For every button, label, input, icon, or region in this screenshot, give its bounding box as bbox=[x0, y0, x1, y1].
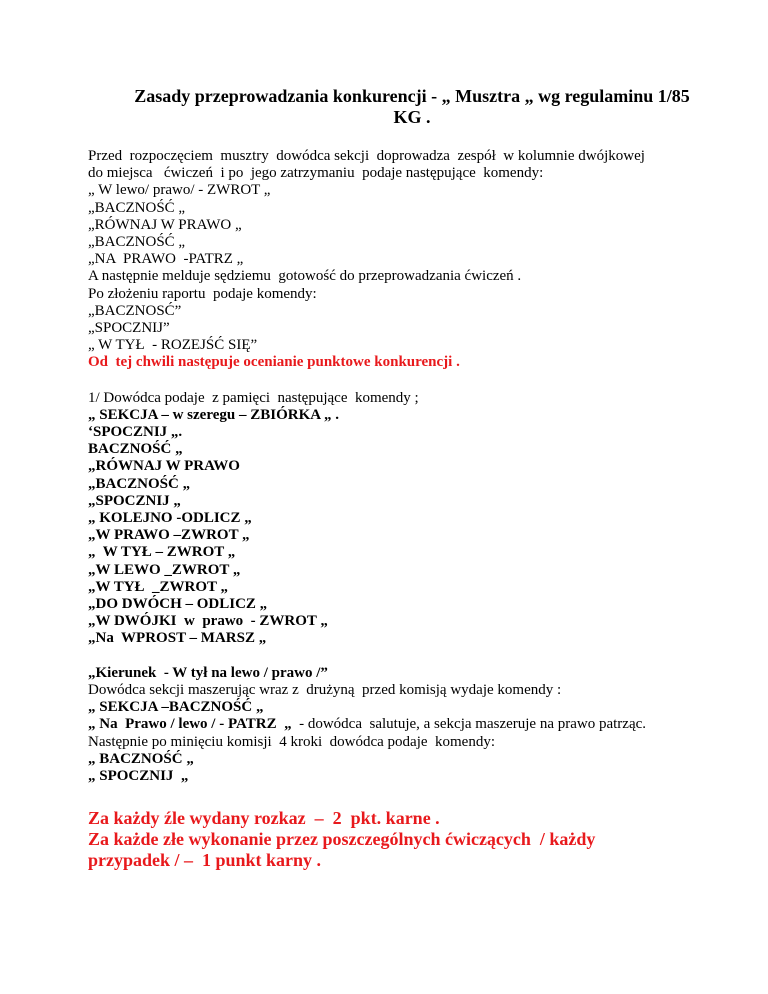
intro-line: do miejsca ćwiczeń i po jego zatrzymaniu podaje następujące komendy: bbox=[88, 165, 544, 182]
penalty-line: Za każdy źle wydany rozkaz – 2 pkt. karne . bbox=[88, 808, 440, 829]
command-line: „W DWÓJKI w prawo - ZWROT „ bbox=[88, 613, 328, 630]
command-line: „ KOLEJNO -ODLICZ „ bbox=[88, 510, 252, 527]
penalty-line: przypadek / – 1 punkt karny . bbox=[88, 850, 322, 871]
title-line-2: KG . bbox=[393, 107, 431, 127]
penalty-line: Za każde złe wykonanie przez poszczególnych ćwiczących / każdy bbox=[88, 829, 596, 850]
intro-line: Po złożeniu raportu podaje komendy: bbox=[88, 285, 317, 302]
section-1 bbox=[88, 390, 728, 648]
scoring-start-notice: Od tej chwili następuje ocenianie punktowe konkurencji . bbox=[88, 354, 460, 371]
command-line: ‘SPOCZNIJ „. bbox=[88, 424, 183, 441]
intro-line: „BACZNOŚĆ „ bbox=[88, 199, 186, 216]
command-bold-part: „ Na Prawo / lewo / - PATRZ „ bbox=[88, 716, 292, 733]
command-line: „Na WPROST – MARSZ „ bbox=[88, 630, 267, 647]
section-2-heading: „Kierunek - W tył na lewo / prawo /” bbox=[88, 664, 328, 681]
intro-paragraph bbox=[88, 148, 728, 372]
document-title bbox=[88, 86, 728, 128]
intro-line: „RÓWNAJ W PRAWO „ bbox=[88, 216, 242, 233]
command-description: - dowódca salutuje, a sekcja maszeruje na prawo patrząc. bbox=[291, 716, 647, 733]
command-line-mixed bbox=[88, 716, 728, 733]
section-1-intro: 1/ Dowódca podaje z pamięci następujące komendy ; bbox=[88, 389, 419, 406]
command-line: „RÓWNAJ W PRAWO bbox=[88, 458, 240, 475]
intro-line: „ W TYŁ - ROZEJŚĆ SIĘ” bbox=[88, 337, 258, 354]
command-line: „BACZNOŚĆ „ bbox=[88, 475, 191, 492]
command-line: „W LEWO _ZWROT „ bbox=[88, 561, 241, 578]
command-line: „W TYŁ _ZWROT „ bbox=[88, 578, 229, 595]
intro-line: „ W lewo/ prawo/ - ZWROT „ bbox=[88, 182, 271, 199]
intro-line: „BACZNOSĆ” bbox=[88, 302, 182, 319]
command-line: „ BACZNOŚĆ „ bbox=[88, 750, 194, 767]
intro-line: „SPOCZNIJ” bbox=[88, 320, 170, 337]
section-2-text: Następnie po minięciu komisji 4 kroki dowódca podaje komendy: bbox=[88, 733, 496, 750]
command-line: „SPOCZNIJ „ bbox=[88, 492, 181, 509]
document-page bbox=[88, 0, 728, 871]
command-line: BACZNOŚĆ „ bbox=[88, 441, 183, 458]
intro-line: „BACZNOŚĆ „ bbox=[88, 234, 186, 251]
intro-line: Przed rozpoczęciem musztry dowódca sekcji doprowadza zespół w kolumnie dwójkowej bbox=[88, 148, 645, 164]
command-line: „W PRAWO –ZWROT „ bbox=[88, 527, 250, 544]
penalty-rules bbox=[88, 808, 728, 871]
title-line-1: Zasady przeprowadzania konkurencji - „ Musztra „ wg regulaminu 1/85 bbox=[134, 86, 690, 106]
section-2-text: Dowódca sekcji maszerując wraz z drużyną przed komisją wydaje komendy : bbox=[88, 681, 562, 698]
intro-line: A następnie melduje sędziemu gotowość do przeprowadzania ćwiczeń . bbox=[88, 268, 522, 285]
command-line: „DO DWÓCH – ODLICZ „ bbox=[88, 596, 268, 613]
command-line: „ W TYŁ – ZWROT „ bbox=[88, 544, 236, 561]
command-line: „ SEKCJA – w szeregu – ZBIÓRKA „ . bbox=[88, 406, 339, 423]
intro-line: „NA PRAWO -PATRZ „ bbox=[88, 251, 244, 268]
command-line: „ SPOCZNIJ „ bbox=[88, 767, 189, 784]
section-2 bbox=[88, 665, 728, 785]
command-line: „ SEKCJA –BACZNOŚĆ „ bbox=[88, 699, 264, 716]
